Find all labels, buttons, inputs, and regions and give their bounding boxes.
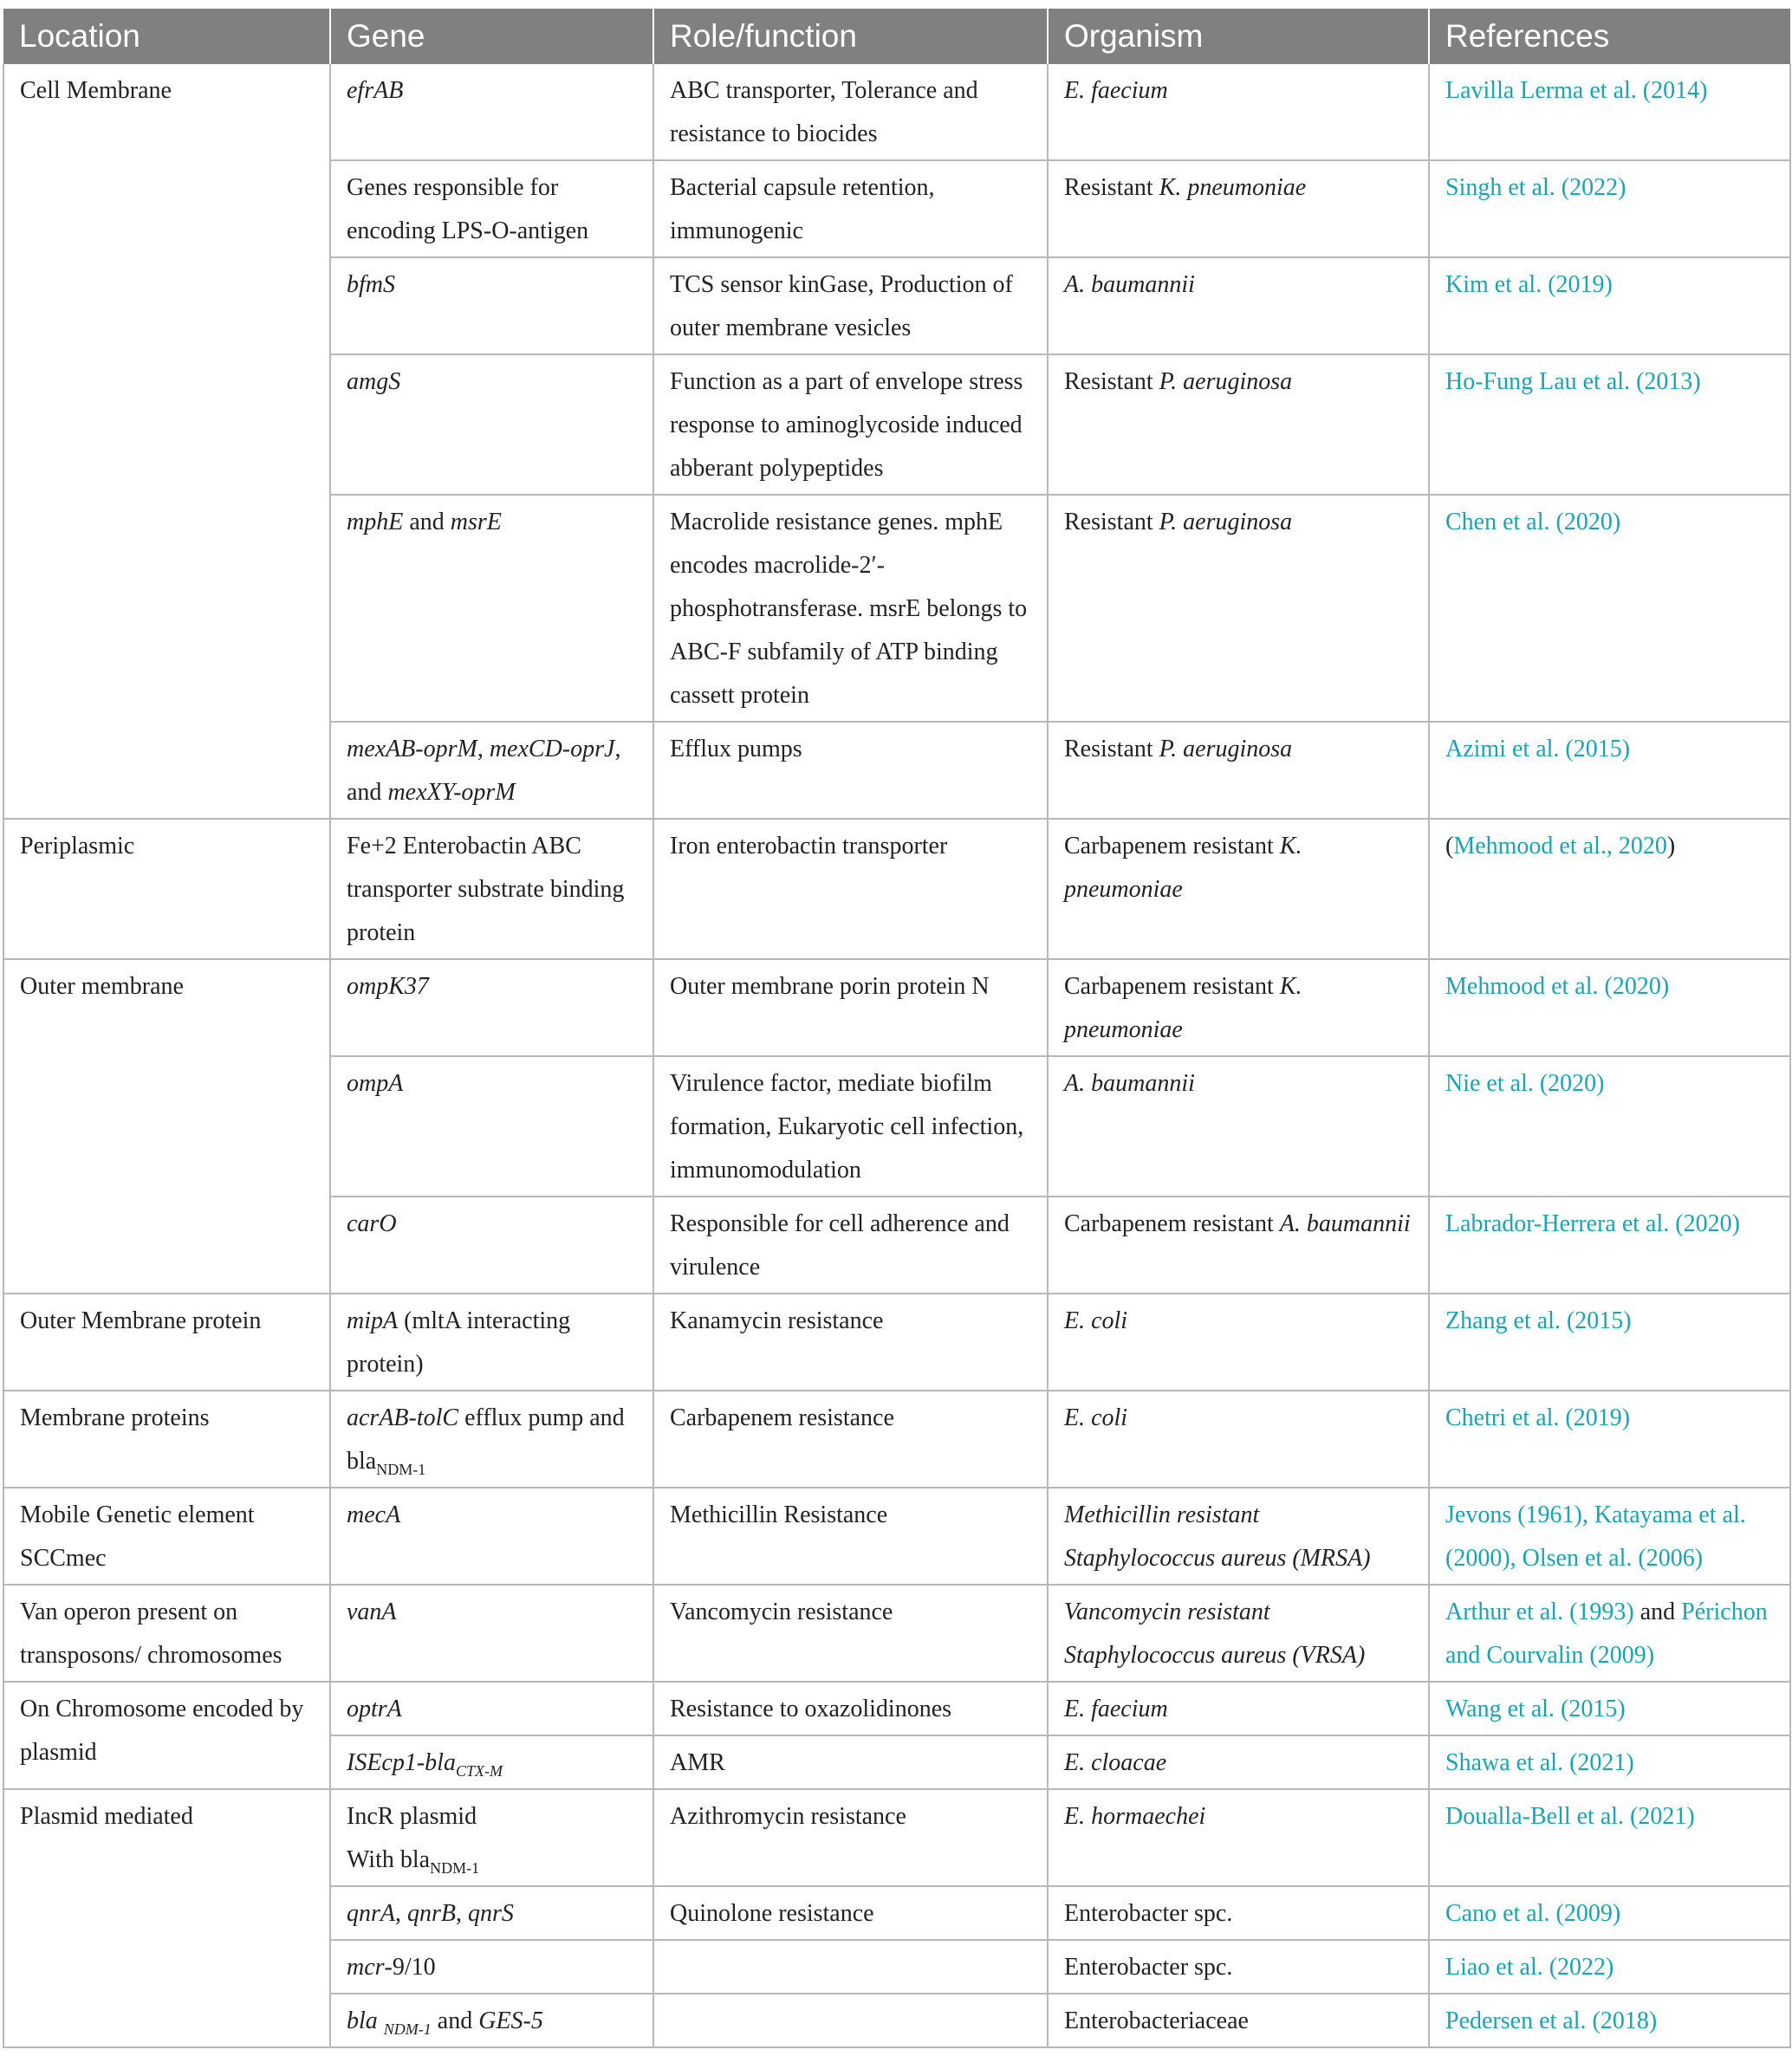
- gene-cell: [330, 1735, 653, 1789]
- text-run: GES-5: [478, 2007, 543, 2034]
- role-function-cell: Azithromycin resistance: [653, 1789, 1048, 1886]
- reference-link[interactable]: Labrador-Herrera et al. (2020): [1445, 1210, 1740, 1237]
- organism-cell: [1048, 1488, 1429, 1585]
- text-run: Genes responsible for encoding LPS-O-antigen: [347, 174, 589, 244]
- table-header: [3, 9, 1790, 64]
- header-location: Location: [3, 9, 330, 64]
- gene-cell: [330, 160, 653, 257]
- references-cell: [1429, 1789, 1790, 1886]
- text-run: K. pneumoniae: [1159, 174, 1307, 201]
- reference-link[interactable]: Cano et al. (2009): [1445, 1900, 1621, 1927]
- role-function-cell: Iron enterobactin transporter: [653, 819, 1048, 959]
- text-run: mipA: [347, 1307, 399, 1334]
- references-cell: [1429, 1735, 1790, 1789]
- text-run: IncR plasmid: [347, 1803, 477, 1830]
- location-cell: Periplasmic: [3, 819, 330, 959]
- table-container: [3, 9, 1789, 2048]
- role-function-cell: Resistance to oxazolidinones: [653, 1682, 1048, 1735]
- gene-cell: [330, 1391, 653, 1488]
- text-run: mecA: [347, 1501, 401, 1528]
- gene-cell: [330, 257, 653, 354]
- references-cell: [1429, 1294, 1790, 1391]
- role-function-cell: Bacterial capsule retention, immunogenic: [653, 160, 1048, 257]
- role-function-cell: [653, 1940, 1048, 1994]
- reference-link[interactable]: Nie et al. (2020): [1445, 1070, 1605, 1097]
- text-run: E. cloacae: [1064, 1749, 1167, 1776]
- table-row: [3, 819, 1790, 959]
- reference-link[interactable]: Shawa et al. (2021): [1445, 1749, 1634, 1776]
- reference-link[interactable]: Wang et al. (2015): [1445, 1696, 1626, 1722]
- references-cell: [1429, 1585, 1790, 1682]
- gene-cell: [330, 1488, 653, 1585]
- references-cell: [1429, 64, 1790, 160]
- role-function-cell: Vancomycin resistance: [653, 1585, 1048, 1682]
- gene-cell: [330, 1994, 653, 2047]
- text-run: ISEcp1-bla: [347, 1749, 456, 1776]
- reference-text: ): [1666, 833, 1676, 859]
- text-run: mphE: [347, 509, 404, 535]
- header-references: References: [1429, 9, 1790, 64]
- organism-cell: [1048, 819, 1429, 959]
- table-row: [3, 1585, 1790, 1682]
- organism-cell: [1048, 1294, 1429, 1391]
- role-function-cell: Quinolone resistance: [653, 1886, 1048, 1940]
- reference-text: (: [1445, 833, 1454, 859]
- organism-cell: [1048, 1735, 1429, 1789]
- role-function-cell: Macrolide resistance genes. mphE encodes macrolide-2′-phosphotransferase. msrE belongs to ABC-F subfamily of ATP binding cassett protein: [653, 495, 1048, 722]
- references-cell: [1429, 354, 1790, 495]
- text-run: amgS: [347, 368, 401, 395]
- text-run: E. coli: [1064, 1404, 1128, 1431]
- reference-link[interactable]: Chetri et al. (2019): [1445, 1404, 1631, 1431]
- text-run: P. aeruginosa: [1159, 368, 1293, 395]
- text-run: Resistant: [1064, 368, 1159, 395]
- gene-cell: [330, 1886, 653, 1940]
- reference-link[interactable]: Mehmood et al., 2020: [1453, 833, 1667, 859]
- text-run: A. baumannii: [1064, 271, 1195, 298]
- organism-cell: [1048, 1391, 1429, 1488]
- text-run: carO: [347, 1210, 397, 1237]
- gene-cell: [330, 819, 653, 959]
- table-row: [3, 1391, 1790, 1488]
- text-run: K. pneumoniae: [1064, 833, 1302, 903]
- text-run: Carbapenem resistant: [1064, 1210, 1280, 1237]
- header-organism: Organism: [1048, 9, 1429, 64]
- organism-cell: [1048, 354, 1429, 495]
- reference-link[interactable]: Périchon and Courvalin (2009): [1445, 1599, 1768, 1669]
- reference-link[interactable]: Kim et al. (2019): [1445, 271, 1613, 298]
- references-cell: [1429, 1391, 1790, 1488]
- reference-link[interactable]: Pedersen et al. (2018): [1445, 2007, 1658, 2034]
- text-run: qnrS: [468, 1900, 514, 1927]
- header-gene: Gene: [330, 9, 653, 64]
- reference-link[interactable]: Mehmood et al. (2020): [1445, 973, 1670, 1000]
- text-run: ,: [395, 1900, 407, 1927]
- reference-link[interactable]: Azimi et al. (2015): [1445, 736, 1631, 762]
- reference-link[interactable]: Chen et al. (2020): [1445, 509, 1621, 535]
- gene-cell: [330, 354, 653, 495]
- role-function-cell: Virulence factor, mediate biofilm formation, Eukaryotic cell infection, immunomodulation: [653, 1056, 1048, 1197]
- table-row: [3, 959, 1790, 1056]
- location-cell: Van operon present on transposons/ chromosomes: [3, 1585, 330, 1682]
- text-run: vanA: [347, 1599, 397, 1625]
- text-run: and: [403, 509, 451, 535]
- organism-cell: [1048, 1886, 1429, 1940]
- role-function-cell: AMR: [653, 1735, 1048, 1789]
- location-cell: On Chromosome encoded by plasmid: [3, 1682, 330, 1789]
- reference-link[interactable]: Zhang et al. (2015): [1445, 1307, 1632, 1334]
- role-function-cell: TCS sensor kinGase, Production of outer membrane vesicles: [653, 257, 1048, 354]
- references-cell: [1429, 819, 1790, 959]
- organism-cell: [1048, 1585, 1429, 1682]
- text-run: Methicillin resistant Staphylococcus aureus (MRSA): [1064, 1501, 1371, 1572]
- text-run: -9/10: [384, 1954, 436, 1981]
- text-run: Enterobacteriaceae: [1064, 2007, 1249, 2034]
- references-cell: [1429, 160, 1790, 257]
- reference-link[interactable]: Liao et al. (2022): [1445, 1954, 1614, 1981]
- text-run: mexCD-oprJ: [489, 736, 615, 762]
- header-role-function: Role/function: [653, 9, 1048, 64]
- organism-cell: [1048, 1994, 1429, 2047]
- references-cell: [1429, 1488, 1790, 1585]
- organism-cell: [1048, 1056, 1429, 1197]
- text-run: E. faecium: [1064, 1696, 1168, 1722]
- role-function-cell: [653, 1994, 1048, 2047]
- role-function-cell: Outer membrane porin protein N: [653, 959, 1048, 1056]
- gene-cell: [330, 722, 653, 819]
- text-run: Carbapenem resistant: [1064, 833, 1280, 859]
- organism-cell: [1048, 1197, 1429, 1294]
- gene-cell: [330, 1682, 653, 1735]
- role-function-cell: Efflux pumps: [653, 722, 1048, 819]
- resistance-genes-table: [3, 9, 1791, 2048]
- text-run: ,: [456, 1900, 468, 1927]
- reference-link[interactable]: Doualla-Bell et al. (2021): [1445, 1803, 1695, 1830]
- text-run: efrAB: [347, 77, 404, 104]
- location-cell: Outer membrane: [3, 959, 330, 1294]
- reference-text: and: [1633, 1599, 1682, 1625]
- references-cell: [1429, 722, 1790, 819]
- text-run: qnrB: [407, 1900, 456, 1927]
- text-run: CTX-M: [455, 1762, 503, 1780]
- text-run: NDM-1: [383, 2020, 432, 2038]
- role-function-cell: Methicillin Resistance: [653, 1488, 1048, 1585]
- text-run: efflux pump and bla: [347, 1404, 625, 1475]
- text-run: qnrA: [347, 1900, 395, 1927]
- location-cell: Membrane proteins: [3, 1391, 330, 1488]
- role-function-cell: Carbapenem resistance: [653, 1391, 1048, 1488]
- gene-cell: [330, 495, 653, 722]
- organism-cell: [1048, 64, 1429, 160]
- table-row: [3, 1789, 1790, 1886]
- organism-cell: [1048, 495, 1429, 722]
- text-run: Carbapenem resistant: [1064, 973, 1280, 1000]
- references-cell: [1429, 1886, 1790, 1940]
- text-run: (mltA interacting protein): [347, 1307, 571, 1378]
- role-function-cell: Responsible for cell adherence and virulence: [653, 1197, 1048, 1294]
- references-cell: [1429, 1994, 1790, 2047]
- text-run: mcr: [347, 1954, 385, 1981]
- role-function-cell: ABC transporter, Tolerance and resistance to biocides: [653, 64, 1048, 160]
- organism-cell: [1048, 1940, 1429, 1994]
- text-run: A. baumannii: [1279, 1210, 1411, 1237]
- location-cell: Outer Membrane protein: [3, 1294, 330, 1391]
- gene-cell: [330, 1940, 653, 1994]
- gene-cell: [330, 1585, 653, 1682]
- organism-cell: [1048, 722, 1429, 819]
- table-row: [3, 1488, 1790, 1585]
- text-run: msrE: [450, 509, 502, 535]
- location-cell: Mobile Genetic element SCCmec: [3, 1488, 330, 1585]
- header-row: [3, 9, 1790, 64]
- text-run: Enterobacter spc.: [1064, 1954, 1233, 1981]
- text-run: With bla: [347, 1846, 431, 1873]
- text-run: Vancomycin resistant Staphylococcus aureus (VRSA): [1064, 1599, 1366, 1669]
- references-cell: [1429, 1682, 1790, 1735]
- text-run: K. pneumoniae: [1064, 973, 1302, 1043]
- text-run: mexAB-oprM: [347, 736, 477, 762]
- role-function-cell: Kanamycin resistance: [653, 1294, 1048, 1391]
- gene-cell: [330, 1056, 653, 1197]
- references-cell: [1429, 1940, 1790, 1994]
- gene-cell: [330, 1789, 653, 1886]
- text-run: ompA: [347, 1070, 404, 1097]
- organism-cell: [1048, 257, 1429, 354]
- text-run: P. aeruginosa: [1159, 509, 1293, 535]
- organism-cell: [1048, 1682, 1429, 1735]
- text-run: A. baumannii: [1064, 1070, 1195, 1097]
- text-run: acrAB-tolC: [347, 1404, 459, 1431]
- text-run: Resistant: [1064, 174, 1159, 201]
- gene-cell: [330, 1197, 653, 1294]
- text-run: Enterobacter spc.: [1064, 1900, 1233, 1927]
- organism-cell: [1048, 160, 1429, 257]
- organism-cell: [1048, 959, 1429, 1056]
- text-run: E. faecium: [1064, 77, 1168, 104]
- gene-cell: [330, 64, 653, 160]
- reference-link[interactable]: Ho-Fung Lau et al. (2013): [1445, 368, 1701, 395]
- text-run: ompK37: [347, 973, 429, 1000]
- text-run: bfmS: [347, 271, 395, 298]
- text-run: Fe+2 Enterobactin ABC transporter substrate binding protein: [347, 833, 625, 946]
- text-run: optrA: [347, 1696, 402, 1722]
- text-run: mexXY-oprM: [387, 779, 516, 806]
- table-row: [3, 1682, 1790, 1735]
- text-run: ,: [477, 736, 490, 762]
- organism-cell: [1048, 1789, 1429, 1886]
- location-cell: Cell Membrane: [3, 64, 330, 819]
- location-cell: Plasmid mediated: [3, 1789, 330, 2047]
- references-cell: [1429, 1056, 1790, 1197]
- role-function-cell: Function as a part of envelope stress response to aminoglycoside induced abberant polypeptides: [653, 354, 1048, 495]
- text-run: P. aeruginosa: [1159, 736, 1293, 762]
- references-cell: [1429, 959, 1790, 1056]
- text-run: E. hormaechei: [1064, 1803, 1206, 1830]
- reference-link[interactable]: Jevons (1961), Katayama et al. (2000), Olsen et al. (2006): [1445, 1501, 1746, 1572]
- reference-link[interactable]: Arthur et al. (1993): [1445, 1599, 1634, 1625]
- text-run: E. coli: [1064, 1307, 1128, 1334]
- references-cell: [1429, 1197, 1790, 1294]
- references-cell: [1429, 257, 1790, 354]
- text-run: Resistant: [1064, 736, 1159, 762]
- reference-link[interactable]: Singh et al. (2022): [1445, 174, 1626, 201]
- text-run: bla: [347, 2007, 384, 2034]
- gene-cell: [330, 1294, 653, 1391]
- table-row: [3, 64, 1790, 160]
- table-row: [3, 1294, 1790, 1391]
- text-run: , and: [347, 736, 621, 806]
- table-body: [3, 64, 1790, 2047]
- reference-link[interactable]: Lavilla Lerma et al. (2014): [1445, 77, 1708, 104]
- references-cell: [1429, 495, 1790, 722]
- text-run: and: [431, 2007, 479, 2034]
- text-run: NDM-1: [376, 1461, 426, 1478]
- text-run: NDM-1: [430, 1859, 480, 1877]
- gene-cell: [330, 959, 653, 1056]
- text-run: Resistant: [1064, 509, 1159, 535]
